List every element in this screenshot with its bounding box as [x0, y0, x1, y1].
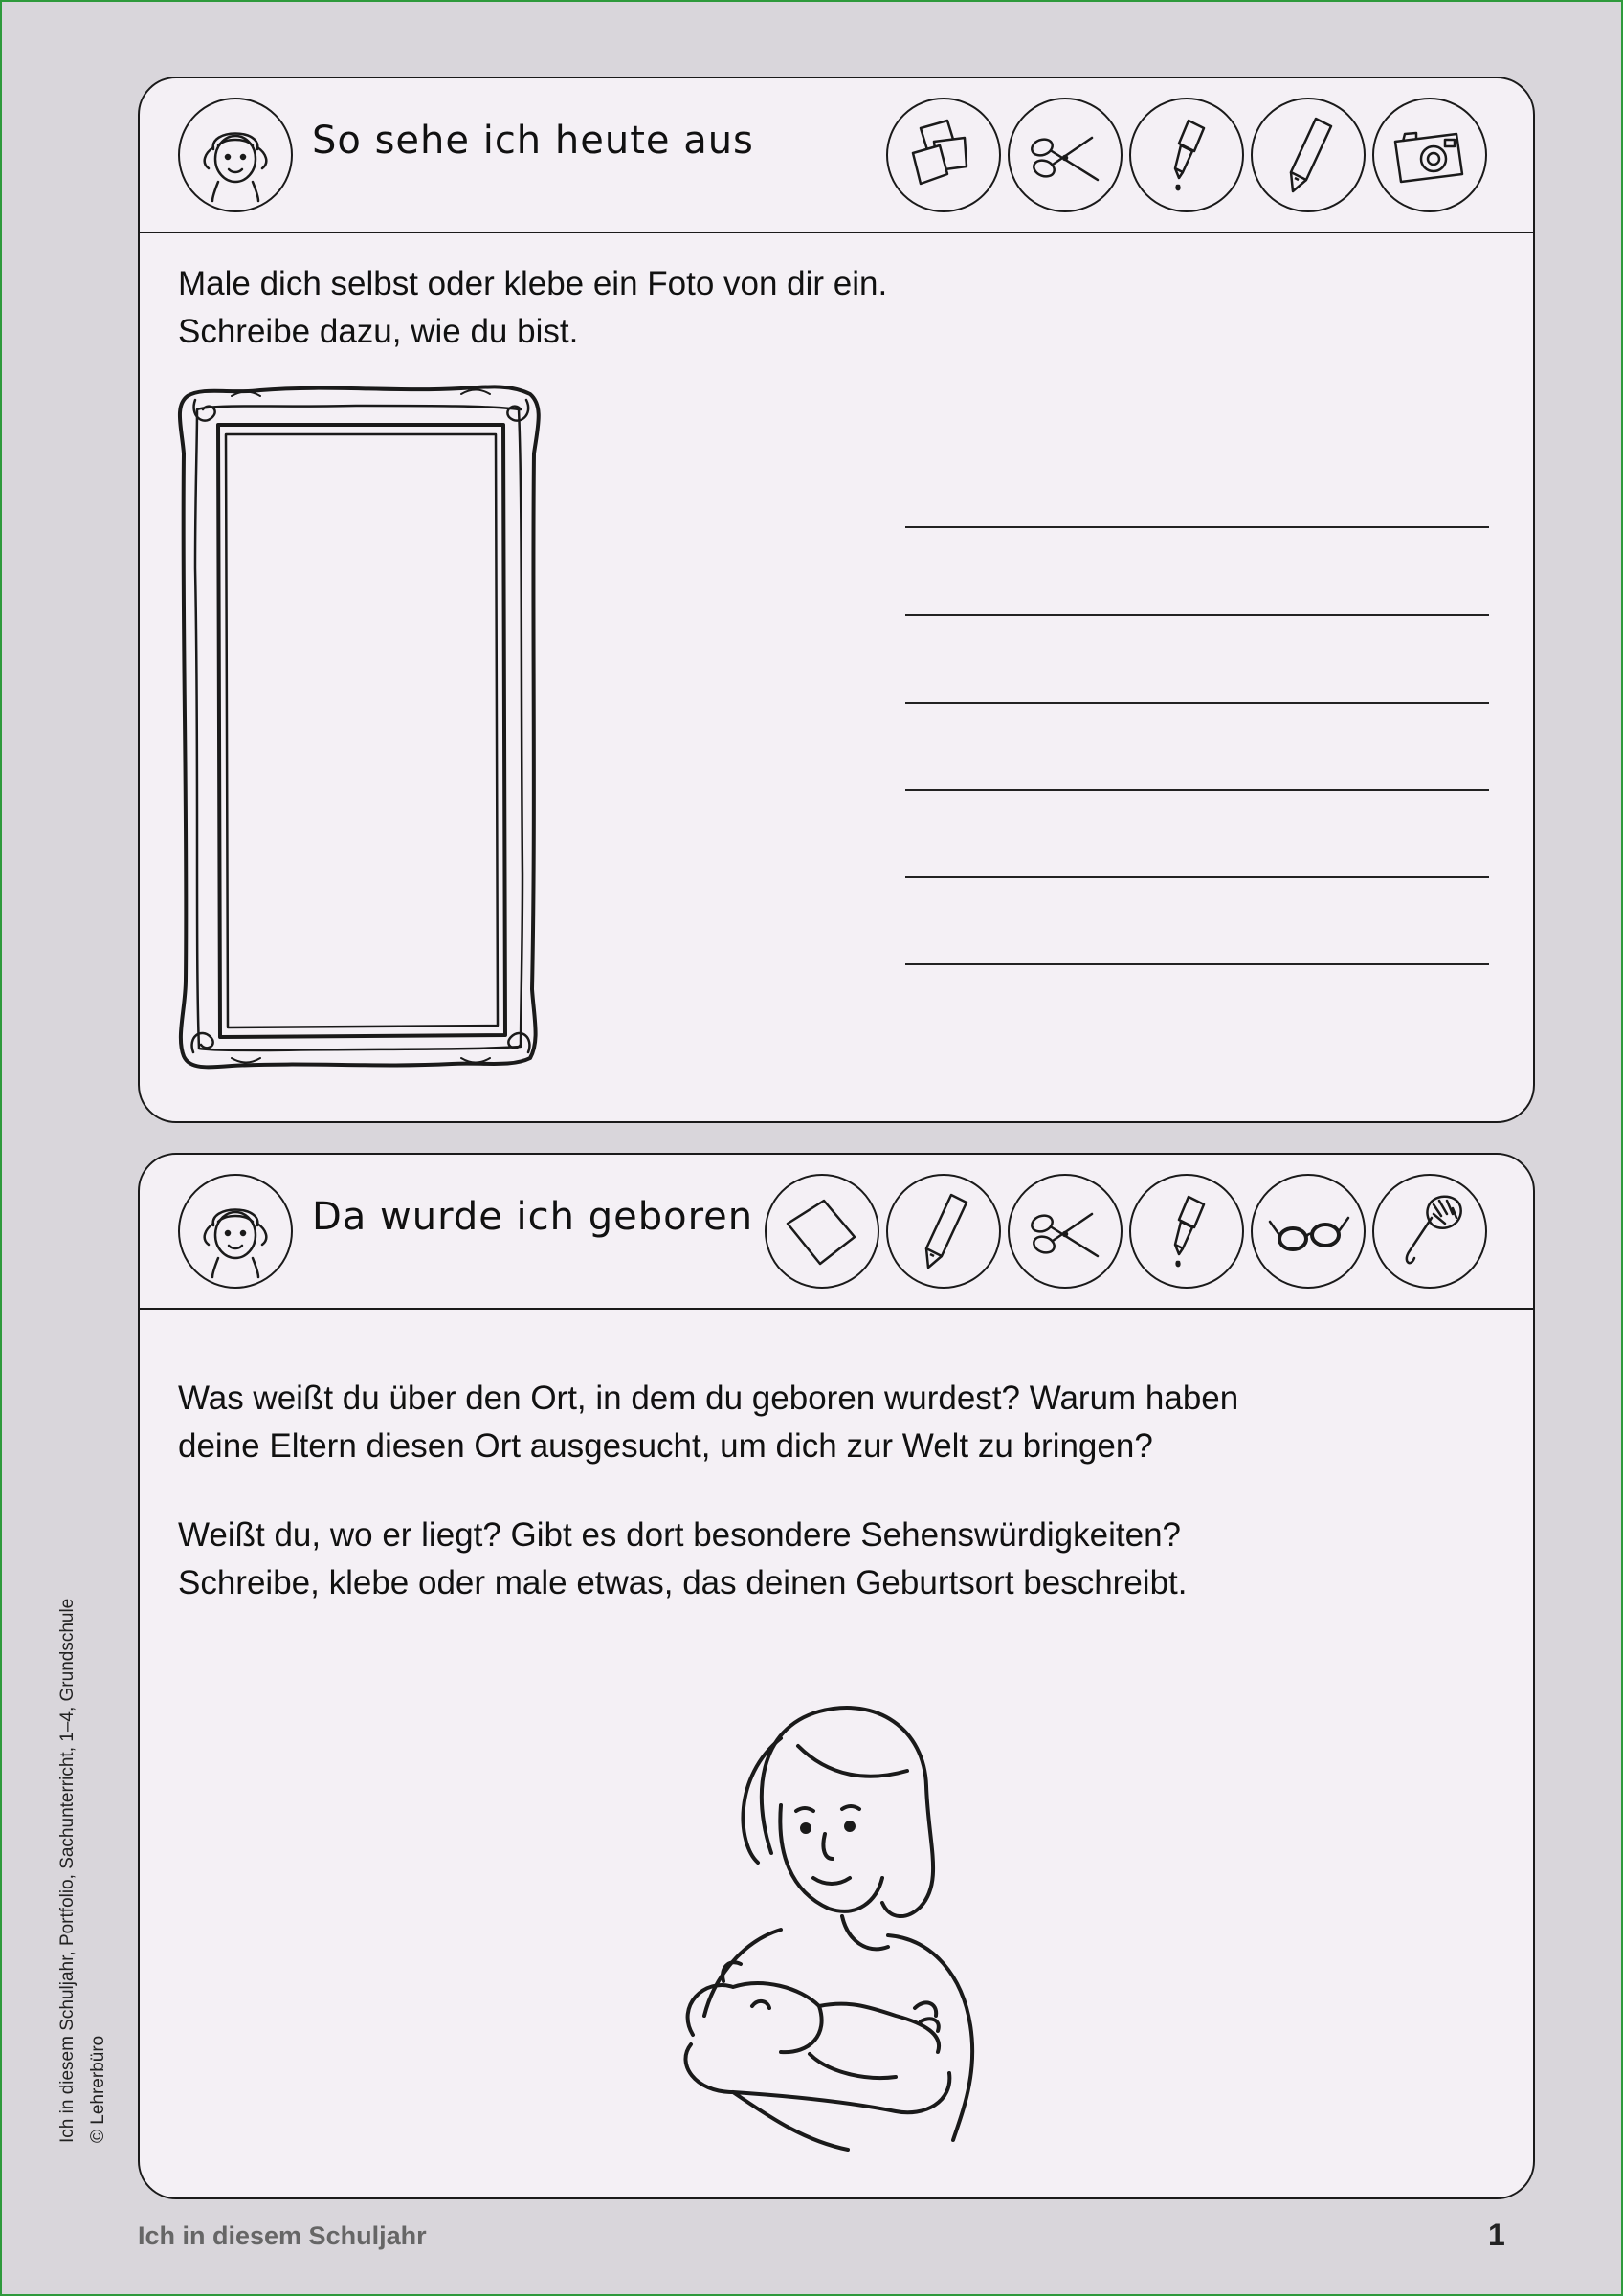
- writing-line[interactable]: [905, 963, 1489, 965]
- glue-bottle-icon: [1129, 1174, 1244, 1289]
- page-number: 1: [1488, 2218, 1505, 2252]
- footer-title: Ich in diesem Schuljahr: [138, 2221, 427, 2250]
- writing-line[interactable]: [905, 526, 1489, 528]
- instruction-line: Schreibe dazu, wie du bist.: [178, 313, 579, 350]
- picture-frame: [174, 377, 547, 1075]
- scissors-icon: [1008, 98, 1123, 212]
- writing-line[interactable]: [905, 789, 1489, 791]
- mother-with-baby-illustration: [637, 1690, 1039, 2159]
- glasses-icon: [1251, 1174, 1366, 1289]
- girl-face-icon: [178, 1174, 293, 1289]
- instruction-line: Male dich selbst oder klebe ein Foto von dir ein.: [178, 265, 888, 302]
- paper-sheets-icon: [886, 98, 1001, 212]
- writing-line[interactable]: [905, 876, 1489, 878]
- paragraph-line: deine Eltern diesen Ort ausgesucht, um dich zur Welt zu bringen?: [178, 1427, 1153, 1465]
- glue-bottle-icon: [1129, 98, 1244, 212]
- instructions-portrait: [178, 260, 887, 356]
- card-header-portrait: [140, 78, 1533, 233]
- side-copyright-text: [53, 1599, 114, 2143]
- paragraph-line: Schreibe, klebe oder male etwas, das deinen Geburtsort beschreibt.: [178, 1564, 1188, 1601]
- side-text-line: Ich in diesem Schuljahr, Portfolio, Sachunterricht, 1–4, Grundschule: [57, 1598, 78, 2143]
- section-title-birthplace: Da wurde ich geboren: [312, 1195, 754, 1239]
- paragraph-line: Weißt du, wo er liegt? Gibt es dort besondere Sehenswürdigkeiten?: [178, 1516, 1182, 1554]
- girl-face-icon: [178, 98, 293, 212]
- writing-line[interactable]: [905, 702, 1489, 704]
- side-text-line: © Lehrerbüro: [88, 2035, 108, 2143]
- paragraph-birthplace-1: [178, 1375, 1238, 1470]
- writing-line[interactable]: [905, 614, 1489, 616]
- pencil-icon: [1251, 98, 1366, 212]
- section-title-portrait: So sehe ich heute aus: [312, 119, 754, 163]
- paragraph-birthplace-2: [178, 1512, 1187, 1607]
- feather-duster-icon: [1372, 1174, 1487, 1289]
- scissors-icon: [1008, 1174, 1123, 1289]
- camera-icon: [1372, 98, 1487, 212]
- card-portrait: [138, 77, 1535, 1123]
- card-header-birthplace: [140, 1155, 1533, 1310]
- paper-sheet-icon: [765, 1174, 879, 1289]
- paragraph-line: Was weißt du über den Ort, in dem du geboren wurdest? Warum haben: [178, 1380, 1239, 1417]
- card-birthplace: [138, 1153, 1535, 2199]
- pencil-icon: [886, 1174, 1001, 1289]
